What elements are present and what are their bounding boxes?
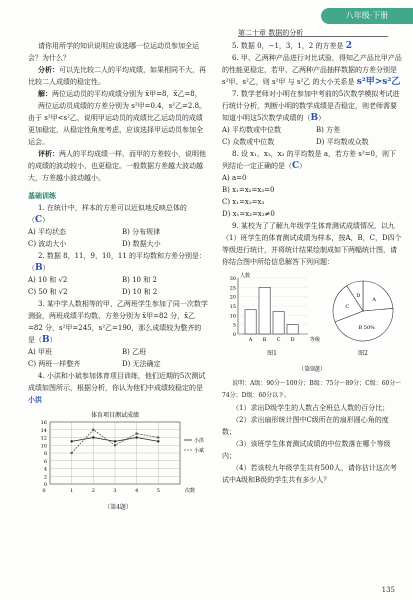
q2-answer: B <box>35 263 43 273</box>
y-tick-label: 10 <box>40 443 47 450</box>
q2-opt-b: B) 10 和 2 <box>122 276 157 284</box>
x-tick-label: 2 <box>91 488 95 494</box>
pingjie-text: 两人的平均成绩一样，而甲的方差较小，说明他的成绩的波动较小，也更稳定。一般数据方差越大波动越大，方差越小波动越小。 <box>28 150 206 182</box>
q1-opt-b: B) 分布规律 <box>122 228 161 236</box>
pie-chart <box>328 276 398 346</box>
x-axis-label: 等级 <box>310 337 321 343</box>
y-tick-label: 5 <box>232 322 236 329</box>
fenxi-text: 可以先比较二人的平均成绩，如果相同不大，再比较二人成绩的稳定性。 <box>28 66 206 86</box>
bar <box>273 312 284 334</box>
right-column: 5. 数据 0，−1，3，1，2 的方差是 2 6. 甲、乙两种产品进行对比试验，得知乙产品比甲产品的性能更稳定，若甲、乙两种产品抽样数据的方差分别是 s²甲、s²乙，则 s²甲 与 s²乙 的大小关系是 s²甲>s²乙 7. 数学老师对小明在参加中考前的5次数学模拟考试进行统计分析，判断小明的数学成绩是否稳定，则老师需要知道小明这5次数学成绩的（B） A) 平均数或中位数 B) 方差 C) 众数或中位数 D) 平均数或众数 8. 设 x₁，x₂，x₃ 的平均数是 a，若方差 s²=0，则下列结论一定正确的是（C） A) a=0 B) x₁=x₂=x₃=0 C) x₁=x₂=x₃ D) x₁=x₂=x₃≠0 9. 某校为了了解九年级学生体育测试成绩情况，以九（1）班学生的体育测试成绩为样本，按A，B，C，D四个等级进行统计，并将统计结果绘制成如下两幅统计图，请你结合图中所给信息解答下列问题： 人数 0 5 10 15 20 25 30 A B C D 等级 图1 A B 50% C D 图2 （第9题） 说明：A级：90分～100分；B级：75分～89分；C级：60分～74分；D级：60分以下。 （1）求出D级学生的人数占全班总人数的百分比； （2）求出扇形统计图中C级所在的扇形圆心角的度数； （3）该班学生体育测试成绩的中位数落在哪个等级内； （4）若该校九年级学生共有500人，请你估计这次考试中A级和B级的学生共有多少人？ <box>222 41 402 484</box>
data-point <box>114 444 116 446</box>
bar <box>287 325 298 334</box>
q8-opt-d: D) x₁=x₂=x₃≠0 <box>222 210 275 218</box>
q3-opt-c: C) 两班一样整齐 <box>28 360 81 368</box>
y-tick-label: 0 <box>43 482 47 488</box>
q4-text: 4. 小洪和小斌参加体育项目训练，他们近期的5次测试成绩如图所示，根据分析，你认为他们中成绩较稳定的是 <box>28 372 206 392</box>
slice-label: C <box>345 303 350 310</box>
q7-text: 7. 数学老师对小明在参加中考前的5次数学模拟考试进行统计分析，判断小明的数学成绩是否稳定，则老师需要知道小明这5次数学成绩的 <box>222 90 400 122</box>
q6-text: 6. 甲、乙两种产品进行对比试验，得知乙产品比甲产品的性能更稳定，若甲、乙两种产品抽样数据的方差分别是 s²甲、s²乙，则 s²甲 与 s²乙 的大小关系是 <box>222 54 402 86</box>
q1-opt-c: C) 波动大小 <box>28 240 67 248</box>
y-tick-label: 8 <box>43 451 47 457</box>
jie-text2: 两位运动员成绩的方差分别为 s²甲=0.4，s²乙=2.8。由于 s²甲<s²乙，说明甲运动员的成绩比乙运动员的成绩更加稳定，从稳定性角度考虑，应该选择甲运动员参加全运会。 <box>28 102 207 146</box>
q8-text: 8. 设 x₁，x₂，x₃ 的平均数是 a，若方差 s²=0，则下列结论一定正确的是 <box>222 150 396 170</box>
slice-label: D <box>356 293 361 300</box>
y-axis-title: 人数 <box>240 273 251 279</box>
section-title: 基础训练 <box>28 191 56 200</box>
x-tick-label: D <box>290 337 295 343</box>
jie-label: 解： <box>38 89 52 98</box>
x-origin-label: 0 <box>42 488 46 494</box>
q8-answer: C <box>292 161 300 171</box>
fig1-caption: 图1 <box>267 350 277 357</box>
y-tick-label: 12 <box>40 435 47 442</box>
x-tick-label: A <box>248 337 253 343</box>
sub4: （4）若该校九年级学生共有500人，请你估计这次考试中A级和B级的学生共有多少人？ <box>222 464 397 484</box>
fig2-caption: 图2 <box>358 350 368 357</box>
y-tick-label: 4 <box>43 466 47 473</box>
fig9-note: 说明：A级：90分～100分；B级：75分～89分；C级：60分～74分；D级：60分以下。 <box>222 380 402 399</box>
sub2: （2）求出扇形统计图中C级所在的扇形圆心角的度数； <box>222 416 389 436</box>
fig4-caption: （第4题） <box>104 504 132 511</box>
q8-opt-b: B) x₁=x₂=x₃=0 <box>222 186 275 194</box>
sub1: （1）求出D级学生的人数占全班总人数的百分比； <box>232 404 390 412</box>
y-tick-label: 2 <box>43 474 47 481</box>
bar <box>259 287 270 334</box>
y-tick-label: 14 <box>40 427 47 434</box>
q2-opt-d: D) 10 和 2 <box>122 288 158 296</box>
y-tick-label: 10 <box>229 313 236 320</box>
q7-opt-b: B) 方差 <box>316 126 341 134</box>
slice-label: B 50% <box>358 325 375 332</box>
data-point <box>114 440 116 442</box>
q2-text: 2. 数据 8，11，9，10，11 的平均数和方差分别是： <box>38 252 206 260</box>
x-tick-label: 4 <box>135 488 139 494</box>
y-tick-label: 0 <box>232 332 236 338</box>
q1-opt-a: A) 平均状态 <box>28 228 67 236</box>
q1-answer: C <box>35 215 43 225</box>
x-tick-label: B <box>262 337 267 343</box>
data-point <box>157 440 159 442</box>
bar <box>245 310 256 334</box>
y-tick-label: 15 <box>229 304 236 310</box>
q6-answer: s²甲>s²乙 <box>356 77 401 87</box>
jie-text1: 两位运动员的平均成绩分别为 x̄甲=8，x̄乙=8， <box>52 90 202 98</box>
x-tick-label: 1 <box>70 488 74 494</box>
chart-title: 体育项目测试成绩 <box>90 412 140 419</box>
left-column: 请你用所学的知识说明应该选哪一位运动员参加全运会？为什么？ 分析：可以先比较二人的平均成绩，如果相同不大，再比较二人成绩的稳定性。 解：两位运动员的平均成绩分别为 x̄甲=8，x̄乙=8， 两位运动员成绩的方差分别为 s²甲=0.4，s²乙=2.8。由于 s²甲<s²乙，说明甲运动员的成绩比乙运动员的成绩更加稳定，从稳定性角度考虑，应该选择甲运动员参加全运会。 评析：两人的平均成绩一样，而甲的方差较小，说明他的成绩的波动较小，也更稳定。一般数据方差越大波动越大，方差越小波动越小。 基础训练 1. 在统计中，样本的方差可以近似地反映总体的（C） A) 平均状态 B) 分布规律 C) 波动大小 D) 数据大小 2. 数据 8，11，9，10，11 的平均数和方差分别是：（B） A) 10 和 √2 B) 10 和 2 C) 50 和 √2 D) 10 和 2 3. 某中学人数相等的甲、乙两班学生参加了同一次数学测验，两班成绩平均数、方差分别为 x̄甲=82 分，x̄乙=82 分，s²甲=245，s²乙=190，那么成绩较为整齐的是（B） A) 甲班 B) 乙班 C) 两班一样整齐 D) 无法确定 4. 小洪和小斌参加体育项目训练，他们近期的5次测试成绩如图所示，根据分析，你认为他们中成绩较稳定的是 小洪 体育项目测试成绩 0 2 4 6 8 10 12 14 16 1 2 3 4 5 0 次数 小洪 小斌 （第4题） <box>28 40 208 516</box>
q3-opt-b: B) 乙班 <box>122 348 147 356</box>
chapter-title: 第二十章 数据的分析 <box>238 29 304 37</box>
legend-label: 小洪 <box>194 438 205 444</box>
q7-answer: B <box>310 113 319 123</box>
x-axis-label: 次数 <box>184 488 196 494</box>
y-tick-label: 20 <box>229 294 236 301</box>
q-intro: 请你用所学的知识说明应该选哪一位运动员参加全运会？为什么？ <box>28 42 199 62</box>
q1-opt-d: D) 数据大小 <box>122 240 161 248</box>
data-point <box>92 429 94 431</box>
data-point <box>135 432 137 434</box>
q3-opt-a: A) 甲班 <box>28 348 53 356</box>
x-tick-label: C <box>276 337 281 343</box>
x-tick-label: 5 <box>156 488 160 494</box>
header-rule <box>238 36 388 37</box>
data-point <box>135 436 137 438</box>
q2-opt-c: C) 50 和 √2 <box>28 288 68 296</box>
q3-answer: B <box>42 335 50 345</box>
grade-tag: 八年级·下册 <box>321 8 413 24</box>
pingjie-label: 评析： <box>38 149 59 158</box>
q8-opt-c: C) x₁=x₂=x₃ <box>222 198 265 206</box>
page-number: 135 <box>381 586 395 594</box>
slice-label: A <box>372 296 376 303</box>
y-tick-label: 30 <box>229 276 236 282</box>
line-chart <box>28 408 206 500</box>
x-tick-label: 3 <box>113 488 117 494</box>
q5-answer: 2 <box>345 41 352 51</box>
q5-text: 5. 数据 0，−1，3，1，2 的方差是 <box>232 42 344 50</box>
data-point <box>92 436 94 438</box>
q7-opt-c: C) 众数或中位数 <box>222 138 275 146</box>
pie-slice <box>363 281 393 311</box>
y-tick-label: 6 <box>43 458 47 465</box>
q4-answer: 小洪 <box>28 395 42 404</box>
y-tick-label: 16 <box>40 420 47 426</box>
sub3: （3）该班学生体育测试成绩的中位数落在哪个等级内； <box>222 440 391 460</box>
q8-opt-a: A) a=0 <box>222 174 247 182</box>
q7-opt-a: A) 平均数或中位数 <box>222 126 282 134</box>
q3-opt-d: D) 无法确定 <box>122 360 161 368</box>
fig9-caption: （第9题） <box>298 366 326 373</box>
q2-opt-a: A) 10 和 √2 <box>28 276 68 284</box>
fenxi-label: 分析： <box>38 65 59 74</box>
bar-chart <box>222 270 322 346</box>
q1-text: 1. 在统计中，样本的方差可以近似地反映总体的 <box>38 204 187 212</box>
data-point <box>70 452 72 454</box>
legend-label: 小斌 <box>194 448 205 454</box>
q9-text: 9. 某校为了了解九年级学生体育测试成绩情况，以九（1）班学生的体育测试成绩为样本，按A，B，C，D四个等级进行统计，并将统计结果绘制成如下两幅统计图，请你结合图中所给信息解答下列问题： <box>222 222 402 266</box>
q3-text: 3. 某中学人数相等的甲、乙两班学生参加了同一次数学测验，两班成绩平均数、方差分别为 x̄甲=82 分，x̄乙=82 分，s²甲=245，s²乙=190，那么成绩较为整齐的是 <box>28 300 208 344</box>
q7-opt-d: D) 平均数或众数 <box>316 138 369 146</box>
data-point <box>70 440 72 442</box>
y-tick-label: 25 <box>229 285 236 292</box>
data-point <box>157 436 159 438</box>
